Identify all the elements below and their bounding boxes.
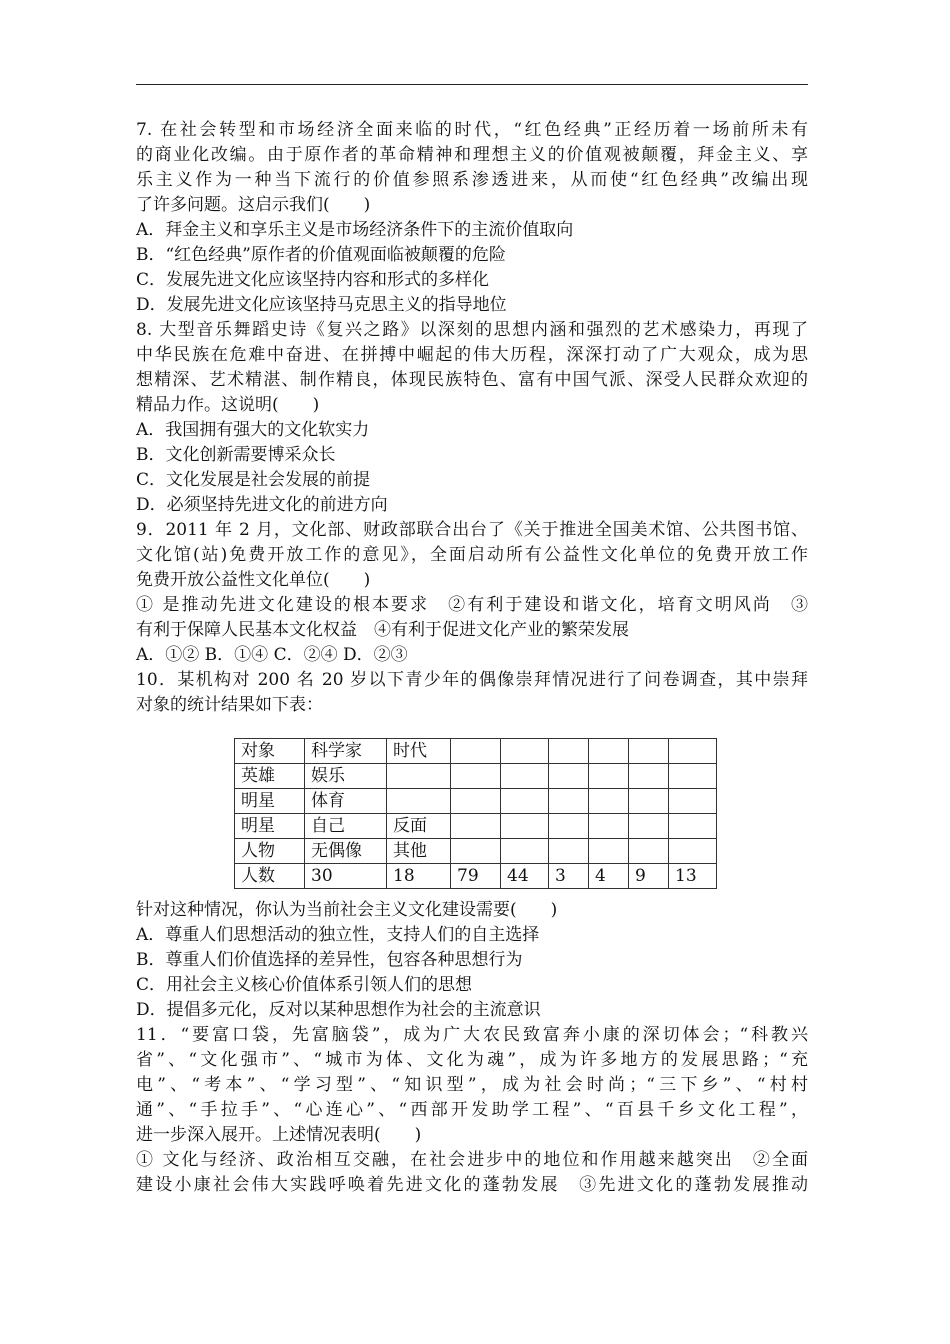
document-body — [136, 118, 808, 1198]
table-cell: 18 — [387, 864, 451, 889]
table-cell — [629, 739, 669, 764]
question-text-line: 10．某机构对 200 名 20 岁以下青少年的偶像崇拜情况进行了问卷调查，其中崇拜 — [136, 670, 808, 690]
table-cell: 时代 — [387, 739, 451, 764]
survey-table-body — [235, 739, 717, 889]
question-7 — [136, 118, 808, 318]
table-cell — [451, 789, 501, 814]
table-cell — [669, 764, 717, 789]
table-cell — [589, 839, 629, 864]
table-cell — [549, 814, 589, 839]
table-cell: 人物 — [235, 839, 305, 864]
option-c: C．文化发展是社会发展的前提 — [136, 470, 371, 490]
survey-table — [234, 738, 717, 889]
table-cell — [549, 739, 589, 764]
table-cell: 对象 — [235, 739, 305, 764]
table-cell — [501, 814, 549, 839]
table-cell — [669, 814, 717, 839]
statement-line: 建设小康社会伟大实践呼唤着先进文化的蓬勃发展 ③先进文化的蓬勃发展推动 — [136, 1175, 808, 1195]
question-8 — [136, 318, 808, 518]
table-cell: 79 — [451, 864, 501, 889]
option-b: B．尊重人们价值选择的差异性，包容各种思想行为 — [136, 950, 523, 970]
table-cell: 4 — [589, 864, 629, 889]
table-cell — [589, 764, 629, 789]
table-cell — [629, 764, 669, 789]
table-cell: 娱乐 — [305, 764, 387, 789]
question-text-line: 的商业化改编。由于原作者的革命精神和理想主义的价值观被颠覆，拜金主义、享 — [136, 145, 808, 165]
table-cell — [589, 814, 629, 839]
table-cell: 明星 — [235, 789, 305, 814]
statement-line: ① 文化与经济、政治相互交融，在社会进步中的地位和作用越来越突出 ②全面 — [136, 1150, 808, 1170]
table-cell: 自己 — [305, 814, 387, 839]
table-row — [235, 764, 717, 789]
table-cell: 人数 — [235, 864, 305, 889]
option-d: D．必须坚持先进文化的前进方向 — [136, 495, 388, 515]
survey-table-wrap — [136, 718, 808, 898]
table-cell: 明星 — [235, 814, 305, 839]
table-cell — [669, 739, 717, 764]
option-d: D．发展先进文化应该坚持马克思主义的指导地位 — [136, 295, 507, 315]
table-cell: 英雄 — [235, 764, 305, 789]
question-text-line: 免费开放公益性文化单位( ) — [136, 570, 371, 590]
question-text-line: 通”、“手拉手”、“心连心”、“西部开发助学工程”、“百县千乡文化工程”， — [136, 1100, 808, 1120]
table-row — [235, 864, 717, 889]
option-a: A．尊重人们思想活动的独立性，支持人们的自主选择 — [136, 925, 540, 945]
table-cell — [451, 764, 501, 789]
statement-line: ① 是推动先进文化建设的根本要求 ②有利于建设和谐文化，培育文明风尚 ③ — [136, 595, 808, 615]
question-text-line: 精品力作。这说明( ) — [136, 395, 320, 415]
question-text-line: 9．2011 年 2 月，文化部、财政部联合出台了《关于推进全国美术馆、公共图书馆、 — [136, 520, 808, 540]
question-text-line: 电”、“考本”、“学习型”、“知识型”，成为社会时尚；“三下乡”、“村村 — [136, 1075, 808, 1095]
table-cell — [629, 814, 669, 839]
question-text-line: 乐主义作为一种当下流行的价值参照系渗透进来，从而使“红色经典”改编出现 — [136, 170, 808, 190]
option-a: A．拜金主义和享乐主义是市场经济条件下的主流价值取向 — [136, 220, 574, 240]
table-cell — [451, 839, 501, 864]
table-cell: 反面 — [387, 814, 451, 839]
table-cell: 无偶像 — [305, 839, 387, 864]
option-d: D．提倡多元化，反对以某种思想作为社会的主流意识 — [136, 1000, 541, 1020]
table-cell: 30 — [305, 864, 387, 889]
table-cell: 13 — [669, 864, 717, 889]
question-text-line: 7. 在社会转型和市场经济全面来临的时代，“红色经典”正经历着一场前所未有 — [136, 120, 808, 140]
table-cell — [629, 789, 669, 814]
question-10 — [136, 668, 808, 1023]
question-text-line: 了许多问题。这启示我们( ) — [136, 195, 371, 215]
question-9 — [136, 518, 808, 668]
table-row — [235, 839, 717, 864]
question-11 — [136, 1023, 808, 1198]
table-cell — [501, 764, 549, 789]
question-text-line: 省”、“文化强市”、“城市为体、文化为魂”，成为许多地方的发展思路；“充 — [136, 1050, 808, 1070]
question-text-line: 中华民族在危难中奋进、在拼搏中崛起的伟大历程，深深打动了广大观众，成为思 — [136, 345, 808, 365]
option-c: C．发展先进文化应该坚持内容和形式的多样化 — [136, 270, 490, 290]
question-text-line: 8. 大型音乐舞蹈史诗《复兴之路》以深刻的思想内涵和强烈的艺术感染力，再现了 — [136, 320, 808, 340]
table-row — [235, 789, 717, 814]
statement-line: 有利于保障人民基本文化权益 ④有利于促进文化产业的繁荣发展 — [136, 620, 629, 640]
option-b: B．文化创新需要博采众长 — [136, 445, 336, 465]
header-rule — [136, 84, 808, 85]
table-cell — [629, 839, 669, 864]
question-text-line: 对象的统计结果如下表： — [136, 695, 323, 715]
question-text-line: 文化馆(站)免费开放工作的意见》，全面启动所有公益性文化单位的免费开放工作 — [136, 545, 808, 565]
option-b: B．“红色经典”原作者的价值观面临被颠覆的危险 — [136, 245, 506, 265]
table-cell — [387, 789, 451, 814]
option-a: A．我国拥有强大的文化软实力 — [136, 420, 370, 440]
table-cell — [549, 839, 589, 864]
question-text-line: 针对这种情况，你认为当前社会主义文化建设需要( ) — [136, 900, 558, 920]
table-row — [235, 739, 717, 764]
table-cell: 3 — [549, 864, 589, 889]
table-row — [235, 814, 717, 839]
question-text-line: 想精深、艺术精湛、制作精良，体现民族特色、富有中国气派、深受人民群众欢迎的 — [136, 370, 808, 390]
table-cell — [501, 789, 549, 814]
table-cell — [589, 789, 629, 814]
table-cell — [451, 739, 501, 764]
table-cell — [451, 814, 501, 839]
question-text-line: 11．“要富口袋，先富脑袋”，成为广大农民致富奔小康的深切体会；“科教兴 — [136, 1025, 808, 1045]
table-cell — [501, 839, 549, 864]
table-cell — [549, 789, 589, 814]
table-cell — [669, 789, 717, 814]
options-line: A．①② B．①④ C．②④ D．②③ — [136, 645, 408, 665]
option-c: C．用社会主义核心价值体系引领人们的思想 — [136, 975, 473, 995]
table-cell: 体育 — [305, 789, 387, 814]
table-cell: 9 — [629, 864, 669, 889]
table-cell — [387, 764, 451, 789]
table-cell: 44 — [501, 864, 549, 889]
table-cell: 科学家 — [305, 739, 387, 764]
table-cell — [669, 839, 717, 864]
table-cell — [501, 739, 549, 764]
table-cell: 其他 — [387, 839, 451, 864]
table-cell — [549, 764, 589, 789]
question-text-line: 进一步深入展开。上述情况表明( ) — [136, 1125, 422, 1145]
table-cell — [589, 739, 629, 764]
